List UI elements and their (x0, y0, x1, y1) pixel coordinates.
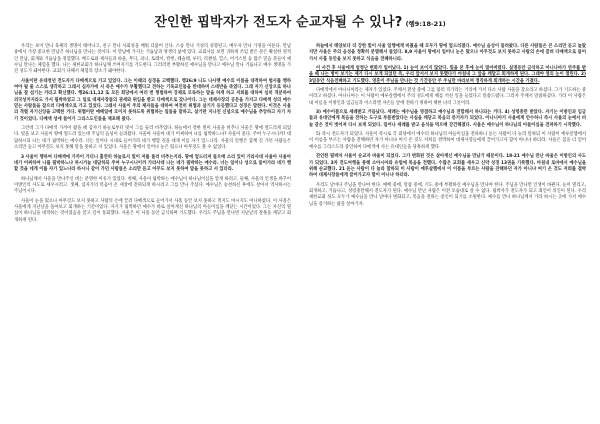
left-paragraph-3: 그런데 그가 다메섹 가까이 왔을 때 갑자기 하늘로부터 빛이 그를 둘러 비추었다. 하늘에서 강한 빛이 사울을 비추니 사울은 땅에 엎드리게 되었다. 빛을 보고 사울이 땅에 엎드려 있는데 주님의 음성이 들려왔다. 사울아 사울아 네가 어찌하여 나를 핍박하느냐? 사울이 묻다. 주여 누구시니까? 대답하시되 나는 네가 핍박하는 예수라. 너는 일어나 시내로 들어가라 네가 행할 것을 네게 이를 자가 있느니라. 사울의 일행은 함께 길 가던 사람들은 소리만 듣고 아무것도 보지 못해 말을 못하고 서 있었다. 사울은 땅에서 일어나 눈은 떴으나 아무것도 볼 수 없었다. (14, 126, 291, 151)
text-columns (14, 44, 586, 227)
title-row (14, 10, 586, 44)
page-title: 잔인한 핍박자가 전도자 순교자될 수 있나? (154, 15, 403, 30)
right-paragraph-5: 5) 즉시 전도자가 되었다. 사울이 즉시로 각 회당에서 예수의 하나님의 아들이심을 전파하니 듣는 사람이 다 놀라 말하되 이 사람이 예루살렘에서 이 이름을 부르는 사람을 잔해하던 자가 아니냐 여기 온 것도 저희를 결박하여 대제사장들에게 끌어가고자 함이 아니냐 하더라. 사울은 힘을 더 얻어 예수를 그리스도라 증언하여 다메섹에 사는 유대인들을 당혹하게 했다. (309, 132, 586, 150)
left-paragraph-4: 3 사울이 행하여 다메섹에 가까이 가더니 홀연히 하늘로서 빛이 저를 둘러 비추는지라. 땅에 엎드러져 들으매 소리 있어 가라사대 사울아 사울아 네가 어찌하여 나를 핍박하느냐 하시거늘 대답하되 주여 누구시니이까 가라사대 나는 네가 핍박하는 예수라. 너는 일어나 성으로 들어가라 네가 행할 것을 네게 이를 자가 있느니라 하시니 같이 가던 사람들은 소리만 듣고 아무도 보지 못하여 말을 못하고 서 있더라. (14, 154, 291, 173)
right-paragraph-7: 우리도 날마다 주님을 만나야 한다. 예배 중에, 말씀 중에, 기도 중에 부활하신 예수님을 만나야 한다. 주님을 만나면 인생이 바뀐다. 눈이 열리고, 회개하고, 거듭나고, 성령충만해서 전도자가 된다. 예수님 만난 사람은 이전 모습대로 살 수 없다. 핍박자가 전도자가 되고 죄인이 의인이 된다. 우리 새한교회 성도 모두가 예수님을 만나 날마다 변화되고, 복음을 전하는 증인이 되기를 소원한다. 예수를 만나 하나님께서 가라 하시는 곳에 가서 예수님을 증거하는 삶을 살아가자. (309, 182, 586, 207)
scripture-reference: (행9:18-21) (405, 20, 446, 28)
right-paragraph-6: 잔인한 핍박자 사울이 순교자 바울이 되었다. 그가 변화된 것은 살아계신 예수님을 만났기 때문이다. 18-21 예수님 만난 바울은 이방인의 사도가 되었다. 3차 전도여행을 통해 소아시아와 유럽에 복음을 전했다. 수많은 교회를 세우고 신약 성경 13권을 기록했다. 마침내 로마에서 예수님을 위해 순교했다. 21 듣는 사람이 다 놀라 말하되 이 사람이 예루살렘에서 이 이름을 부르는 사람을 잔해하던 자가 아니냐 여기 온 것도 저희를 결박하여 대제사장들에게 끌어가고자 함이 아니냐 하더라. (309, 154, 586, 179)
right-paragraph-4: 3) 예수이름으로 세례받고 거듭났다. 세례는 예수님을 영접하고 예수님과 연합해서 하나되는 거다. 4) 성령충만 받았다. 자기는 이방인과 임금들과 유대인에게 복음을 전하는 도구로 부름받았다는 사실을 깨닫고 복음의 증거자가 되었다. 아나니아가 사울에게 안수하니 즉시 사울의 눈에서 비늘 같은 것이 벗어져 다시 보게 되었다. 일어나 세례를 받고 음식을 먹으매 강건해졌다. 사울은 예수님이 하나님의 아들이심을 전파하기 시작했다. (309, 110, 586, 128)
right-column (309, 44, 586, 227)
left-paragraph-5: 하나님께서 사울을 만나주신 데는 분명한 이유가 있었다. 첫째, 사울이 핍박하는 예수님이 하나님이심을 알게 하려고. 둘째, 사울의 인생을 바꾸어 이방인의 사도로 세우시려고. 셋째, 십자가의 복음이 온 세상에 전파되게 하시려고 그를 만나 주셨다. 예수님은 승천하신 후에도 살아서 역사하시는 주님이시다. (14, 176, 291, 195)
left-column (14, 44, 291, 227)
right-paragraph-1: 하늘에서 태양보다 더 강한 빛이 사울 일행에게 비췄을 때 모두가 땅에 엎드러졌다. 예수님 음성이 들려왔다. 다른 사람들은 큰 소리만 듣고 놀랐지만 사울은 주의 음성을 정확히 분별해서 들었다. 8,9 사울이 땅에서 일어나 눈은 떴으나 아무것도 보지 못하고 사람의 손에 끌려 다메섹으로 들어가서 사흘 동안을 보지 못하고 식음을 전폐하니라. (309, 44, 586, 62)
left-paragraph-1: 우리는 보이 만나 육체의 생명이 태어나고, 친구 만나 사회성을 배워 더불어 산다. 스승 만나 거성의 성향된고, 배우자 만나 가정을 이룬다. 만남 중에서 가장 중요한 만남은 하나님을 만나는 것이다. 이 만남에 가지는 거듭남과 영생의 삶에 있다. 교회사를 보면 귀하게 쓰임 받은 분은 확실한 영적인 만남, 회개와 거듭남을 경험했다. 베드로와 제자들과 바울, 무디, 피니, 토레이, 칼빈, 웨슬레, 루터, 리젠청, 헐스, 어거스틴 등 많은 믿음 분들이 예수님 만나는 체험을 했다. 나는 새한교회가 하나님께 쓰여지기를 기도한다. 그러려면 부활하신 예수님을 만나고 예수님 만나 거듭나고 예수 생명을 가진 성도가 돼야한다. 교회가 다해서 체험의 장소가 돼야한다. (14, 44, 291, 75)
right-paragraph-2: 이 사건 후 사울에게 엄청난 변화가 일어났다. 1) 눈이 보이지 않았다. 빛을 본 후에 눈이 멀어버렸다. 실명동안 금식하고 아니나마가 연주를 받을 때 나는 병이 보기는 제가 다시 보게 되었던 즉, 우리 앞서서 보지 못했다가 마침내 그 앞을 깨달고 회개하게 된다. 그래야 영의 눈이 열린다. 2) 3일동안 식음전폐하고 기도했다. 영혼이 주님을 만나는 것 기간동안 주 주님만 바라보며 정직하게 회개하는 시간을 가졌다. (309, 66, 586, 84)
left-paragraph-2: 사울이란 유대청년 전도자가 다메섹으로 가고 있었다. 그는 이때의 심경을 고백했다. 행26:9 나도 나사렛 예수의 이름을 대적하여 범사를 행하여야 될 줄 스스로 생각하고 그래서 십자가에 서 죽은 예수가 부활했다고 전하는 기독교인들을 반대하며 스데반을 죽였다. 그래 자기 신앙으로 하나님을 잘 섬기는 거라고 확신했다. 행26:11,12 또 모든 회당에서 여러 번 형벌하여 강제로 모독하는 말을 하게 하고 저희를 대하여 심히 격분하여 외국성까지라도 가서 핍박하였고 그 일로 대제사장들의 권세와 위임을 받고 다메섹으로 갔나이다. 그는 대제사장의 공문을 가지고 다메섹 성의 예수 믿는 사람들을 잡으러 다메섹으로 가고 있었다. 그래서 사울이 주의 제자들을 대하여 여전히 위협과 살기가 등등했다고 성경은 말한다. 이것은 사울의 격렬 자기신앙을 고백한 거다. 위협이란 예배일에 모이지 못하도록 위협하는 일들을 말하고, 살기란 지나친 신념으로 예수님을 추앙하고 자기 자기 것이었다. 다메섹 성에 들어가 그리스도인들을 체포해 왔다. (14, 78, 291, 122)
right-paragraph-3: 다메섹에서 아나니아라는 제자가 있었다. 주께서 환상 중에 그를 불러 직가라는 거리에 가서 다소 사람 사울을 찾으라고 하셨다. 그가 기도하는 중이라고 하셨다. 아나니아는 이 사람이 예루살렘에서 주의 성도에게 해를 끼친 일을 들었다고 말씀드렸다. 그러자 주께서 말씀하셨다. 가라 이 사람은 내 이름을 이방인과 임금들과 이스라엘 자손들 앞에 전하기 위하여 택한 나의 그릇이라. (309, 88, 586, 106)
left-paragraph-6: 사울이 눈을 떴으나 아무것도 보지 못하고 사람의 손에 끌려 다메섹으로 들어가서 사흘 동안 보지 못하고 먹지도 마시지도 아니하였다. 이 사흘은 사울에게 지난날을 돌아보고 회개하는 기간이었다. 자기가 핍박하던 예수가 바로 살아계신 하나님의 아들이심을 깨닫는 시간이었다. 그는 자신의 열심이 하나님을 대적하는 것이었음을 알고 깊이 통회했다. 사울은 이 사흘 동안 금식하며 기도했다. 우리도 주님을 만나면 지난날의 잘못을 깨닫고 회개하게 된다. (14, 198, 291, 223)
